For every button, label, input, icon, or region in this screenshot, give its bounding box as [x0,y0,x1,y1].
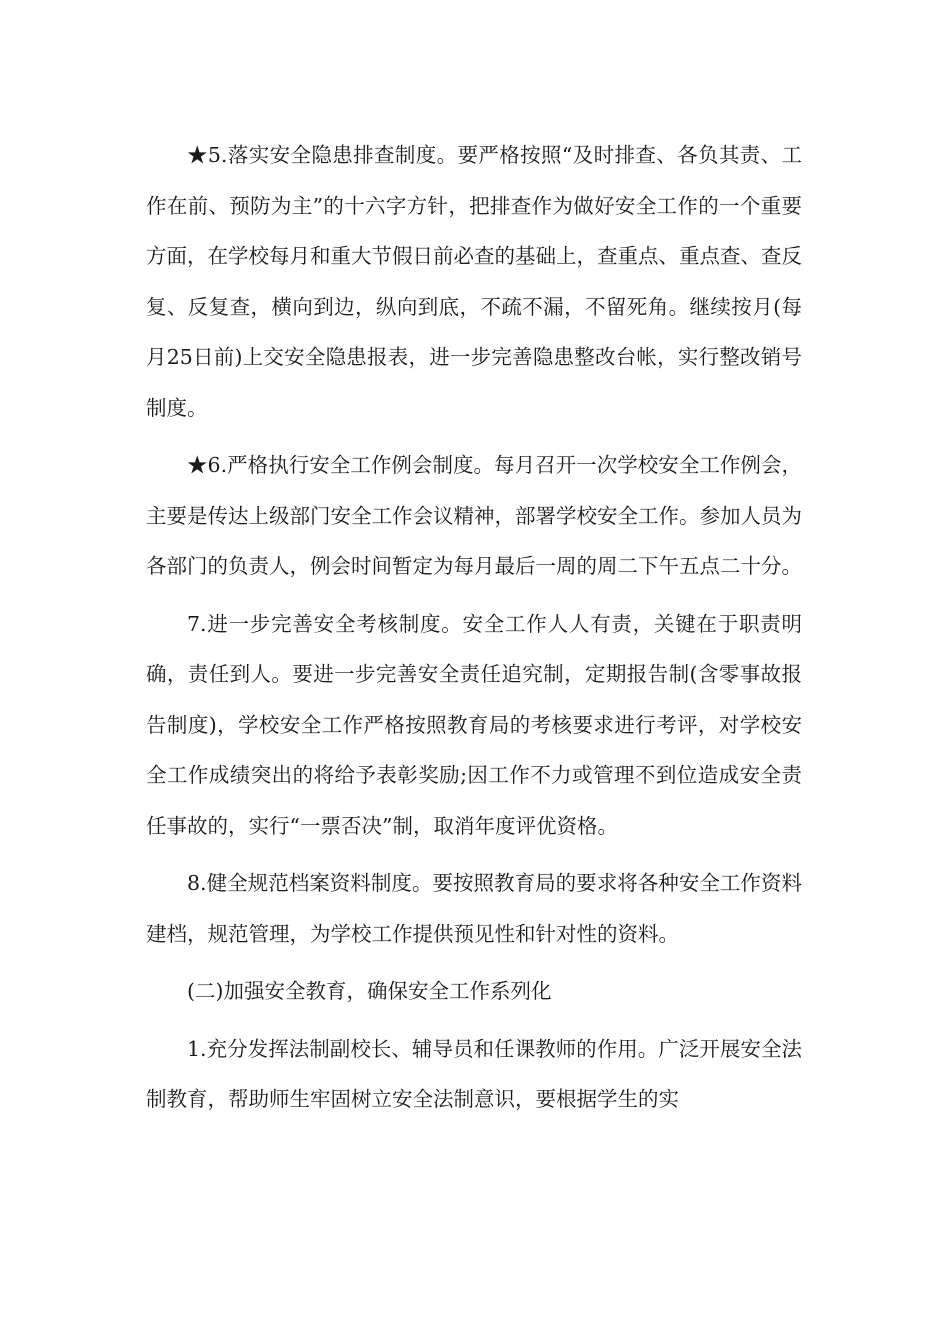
document-page [146,130,802,1132]
paragraph-item-8: 8.健全规范档案资料制度。要按照教育局的要求将各种安全工作资料建档，规范管理，为学校工作提供预见性和针对性的资料。 [146,871,802,946]
paragraph-item-1: 1.充分发挥法制副校长、辅导员和任课教师的作用。广泛开展安全法制教育，帮助师生牢固树立安全法制意识，要根据学生的实 [146,1036,802,1111]
paragraph-item-6: ★6.严格执行安全工作例会制度。每月召开一次学校安全工作例会，主要是传达上级部门安全工作会议精神，部署学校安全工作。参加人员为各部门的负责人，例会时间暂定为每月最后一周的周二下午五点二十分。 [146,453,802,578]
paragraph-item-7: 7.进一步完善安全考核制度。安全工作人人有责，关键在于职责明确，责任到人。要进一步完善安全责任追究制，定期报告制(含零事故报告制度)，学校安全工作严格按照教育局的考核要求进行考评，对学校安全工作成绩突出的将给予表彰奖励;因工作不力或管理不到位造成安全责任事故的，实行“一票否决”制，取消年度评优资格。 [146,611,802,838]
paragraph-item-5: ★5.落实安全隐患排查制度。要严格按照“及时排查、各负其责、工作在前、预防为主”的十六字方针，把排查作为做好安全工作的一个重要方面，在学校每月和重大节假日前必查的基础上，查重点、重点查、查反复、反复查，横向到边，纵向到底，不疏不漏，不留死角。继续按月(每月25日前)上交安全隐患报表，进一步完善隐患整改台帐，实行整改销号制度。 [146,143,802,420]
section-heading: (二)加强安全教育，确保安全工作系列化 [187,979,552,1003]
